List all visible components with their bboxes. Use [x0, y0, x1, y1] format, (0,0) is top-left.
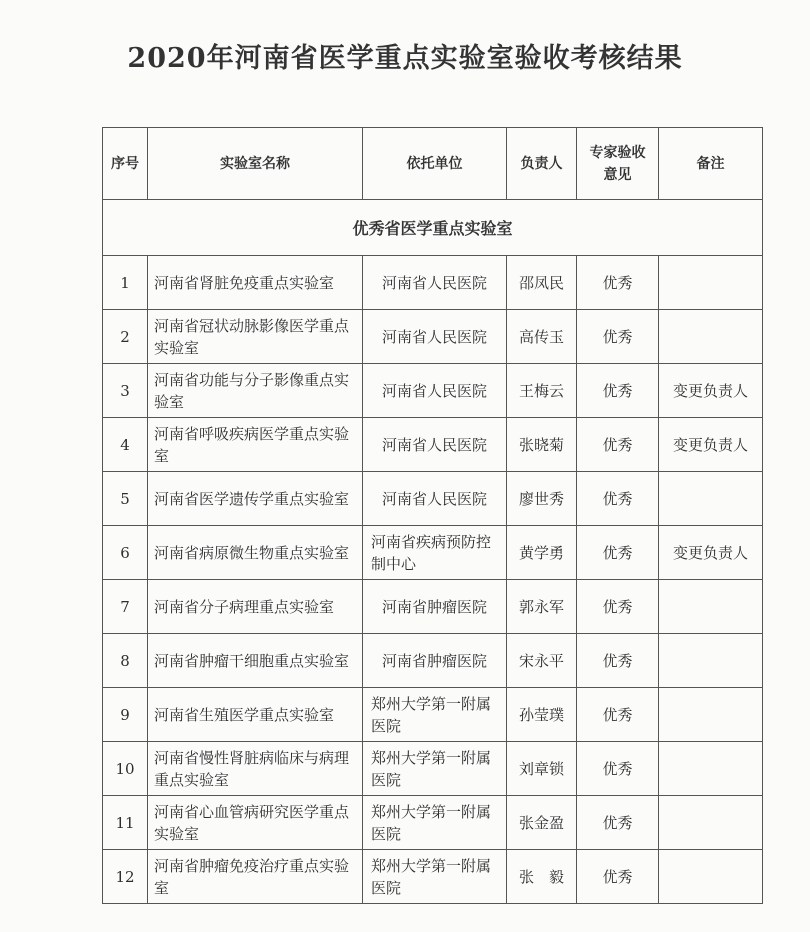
row-lab-name: 河南省肾脏免疫重点实验室: [148, 256, 363, 310]
row-seq: 6: [103, 526, 148, 580]
row-opinion: 优秀: [577, 364, 659, 418]
header-lab-name: 实验室名称: [148, 128, 363, 200]
results-table: [102, 127, 763, 904]
row-seq: 3: [103, 364, 148, 418]
table-row: [103, 310, 763, 364]
row-opinion: 优秀: [577, 418, 659, 472]
row-unit: 郑州大学第一附属医院: [363, 688, 507, 742]
row-unit: 河南省肿瘤医院: [363, 580, 507, 634]
row-opinion: 优秀: [577, 850, 659, 904]
row-note: [659, 580, 763, 634]
table-row: [103, 580, 763, 634]
row-lab-name: 河南省心血管病研究医学重点实验室: [148, 796, 363, 850]
table-row: [103, 472, 763, 526]
table-row: [103, 742, 763, 796]
row-lab-name: 河南省呼吸疾病医学重点实验室: [148, 418, 363, 472]
row-seq: 1: [103, 256, 148, 310]
section-title: 优秀省医学重点实验室: [103, 200, 763, 256]
row-unit: 河南省人民医院: [363, 364, 507, 418]
row-lab-name: 河南省慢性肾脏病临床与病理重点实验室: [148, 742, 363, 796]
row-unit: 河南省肿瘤医院: [363, 634, 507, 688]
row-seq: 12: [103, 850, 148, 904]
row-head: 张金盈: [507, 796, 577, 850]
table-row: [103, 850, 763, 904]
header-opinion-line1: 专家验收: [589, 144, 646, 161]
row-unit: 河南省人民医院: [363, 256, 507, 310]
row-note: [659, 256, 763, 310]
table-row: [103, 364, 763, 418]
row-opinion: 优秀: [577, 796, 659, 850]
header-note: 备注: [659, 128, 763, 200]
header-row: [103, 128, 763, 200]
header-opinion: [577, 128, 659, 200]
row-seq: 2: [103, 310, 148, 364]
row-note: [659, 634, 763, 688]
row-head: 宋永平: [507, 634, 577, 688]
row-lab-name: 河南省病原微生物重点实验室: [148, 526, 363, 580]
row-unit: 河南省人民医院: [363, 418, 507, 472]
table-row: [103, 796, 763, 850]
row-seq: 11: [103, 796, 148, 850]
row-head: 黄学勇: [507, 526, 577, 580]
table-row: [103, 256, 763, 310]
row-lab-name: 河南省冠状动脉影像医学重点实验室: [148, 310, 363, 364]
row-head: 廖世秀: [507, 472, 577, 526]
row-head: 郭永军: [507, 580, 577, 634]
row-note: [659, 850, 763, 904]
row-lab-name: 河南省医学遗传学重点实验室: [148, 472, 363, 526]
header-head: 负责人: [507, 128, 577, 200]
row-head: 张 毅: [507, 850, 577, 904]
row-seq: 10: [103, 742, 148, 796]
header-opinion-line2: 意见: [603, 166, 632, 183]
row-seq: 5: [103, 472, 148, 526]
table-row: [103, 418, 763, 472]
section-row: [103, 200, 763, 256]
row-note: 变更负责人: [659, 364, 763, 418]
row-head: 王梅云: [507, 364, 577, 418]
table-row: [103, 688, 763, 742]
row-unit: 郑州大学第一附属医院: [363, 850, 507, 904]
row-unit: 郑州大学第一附属医院: [363, 796, 507, 850]
row-seq: 8: [103, 634, 148, 688]
row-opinion: 优秀: [577, 742, 659, 796]
row-lab-name: 河南省肿瘤免疫治疗重点实验室: [148, 850, 363, 904]
row-unit: 河南省人民医院: [363, 472, 507, 526]
row-lab-name: 河南省功能与分子影像重点实验室: [148, 364, 363, 418]
table-row: [103, 526, 763, 580]
header-seq: 序号: [103, 128, 148, 200]
row-unit: 河南省人民医院: [363, 310, 507, 364]
row-opinion: 优秀: [577, 580, 659, 634]
row-head: 张晓菊: [507, 418, 577, 472]
row-opinion: 优秀: [577, 472, 659, 526]
document-title: 2020年河南省医学重点实验室验收考核结果: [127, 43, 683, 74]
table-row: [103, 634, 763, 688]
row-unit: 河南省疾病预防控制中心: [363, 526, 507, 580]
row-unit: 郑州大学第一附属医院: [363, 742, 507, 796]
row-opinion: 优秀: [577, 526, 659, 580]
row-opinion: 优秀: [577, 688, 659, 742]
row-head: 邵凤民: [507, 256, 577, 310]
row-opinion: 优秀: [577, 634, 659, 688]
row-head: 孙莹璞: [507, 688, 577, 742]
row-note: [659, 310, 763, 364]
row-note: 变更负责人: [659, 526, 763, 580]
row-seq: 7: [103, 580, 148, 634]
header-unit: 依托单位: [363, 128, 507, 200]
row-seq: 4: [103, 418, 148, 472]
row-note: [659, 796, 763, 850]
row-opinion: 优秀: [577, 256, 659, 310]
row-note: 变更负责人: [659, 418, 763, 472]
row-opinion: 优秀: [577, 310, 659, 364]
row-lab-name: 河南省生殖医学重点实验室: [148, 688, 363, 742]
row-note: [659, 742, 763, 796]
row-note: [659, 688, 763, 742]
row-lab-name: 河南省肿瘤干细胞重点实验室: [148, 634, 363, 688]
row-head: 高传玉: [507, 310, 577, 364]
row-note: [659, 472, 763, 526]
row-lab-name: 河南省分子病理重点实验室: [148, 580, 363, 634]
row-seq: 9: [103, 688, 148, 742]
row-head: 刘章锁: [507, 742, 577, 796]
